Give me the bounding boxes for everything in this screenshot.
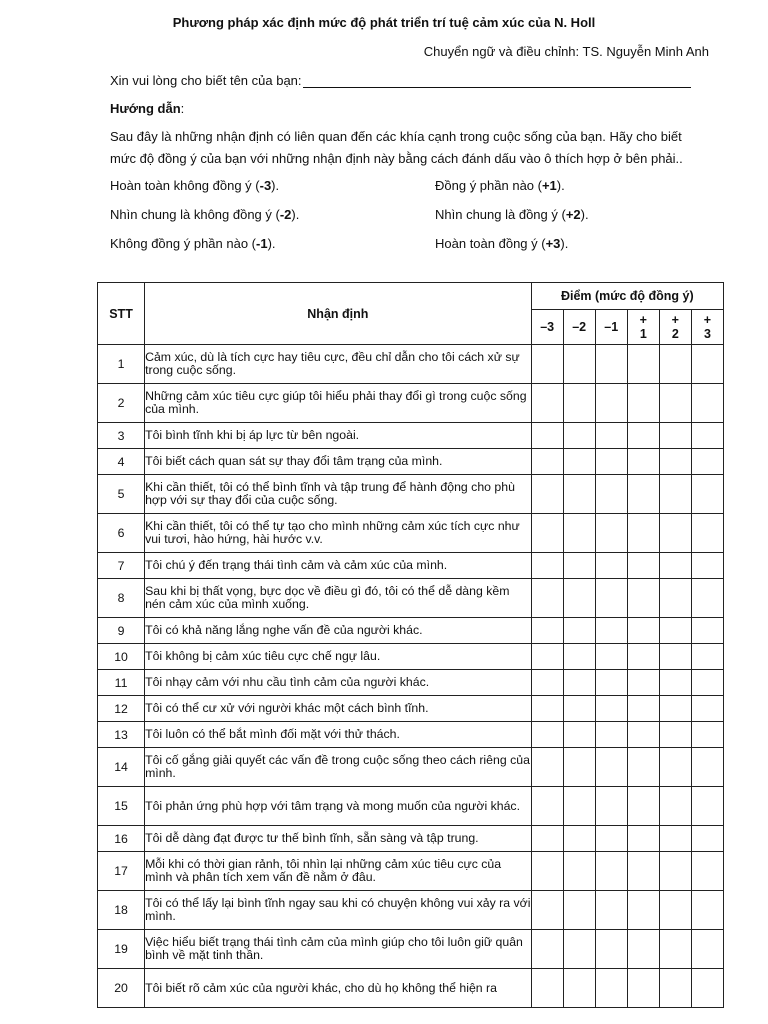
score-cell[interactable]	[627, 787, 659, 826]
score-cell[interactable]	[659, 644, 691, 670]
score-cell[interactable]	[563, 670, 595, 696]
score-cell[interactable]	[563, 553, 595, 579]
row-number: 5	[98, 475, 145, 514]
score-cell[interactable]	[627, 644, 659, 670]
score-cell[interactable]	[659, 384, 691, 423]
statement-text: Tôi có thể lấy lại bình tĩnh ngay sau khi có chuyện không vui xảy ra với mình.	[145, 891, 532, 930]
score-cell[interactable]	[659, 514, 691, 553]
score-cell[interactable]	[659, 891, 691, 930]
score-cell[interactable]	[627, 514, 659, 553]
scale-right-2	[435, 207, 589, 222]
score-cell[interactable]	[563, 891, 595, 930]
row-number: 1	[98, 345, 145, 384]
score-cell[interactable]	[659, 722, 691, 748]
score-cell[interactable]	[659, 579, 691, 618]
table-row	[98, 826, 724, 852]
scale-value: -3	[259, 178, 272, 193]
table-row	[98, 579, 724, 618]
score-cell[interactable]	[531, 449, 563, 475]
score-column-header	[659, 310, 691, 345]
score-cell[interactable]	[563, 748, 595, 787]
score-column-sign: +	[639, 313, 647, 327]
score-cell[interactable]	[659, 449, 691, 475]
score-cell[interactable]	[659, 852, 691, 891]
score-cell[interactable]	[691, 722, 723, 748]
score-cell[interactable]	[595, 618, 627, 644]
scale-label: Không đồng ý phần nào (	[110, 236, 257, 251]
score-cell[interactable]	[595, 969, 627, 1008]
score-cell[interactable]	[627, 670, 659, 696]
score-cell[interactable]	[595, 930, 627, 969]
score-cell[interactable]	[563, 969, 595, 1008]
scale-end: ).	[267, 236, 276, 251]
row-number: 4	[98, 449, 145, 475]
score-column-header	[691, 310, 723, 345]
score-cell[interactable]	[595, 787, 627, 826]
score-cell[interactable]	[627, 449, 659, 475]
scale-end: ).	[556, 178, 565, 193]
row-number: 8	[98, 579, 145, 618]
row-number: 11	[98, 670, 145, 696]
score-column-number: 1	[639, 327, 647, 341]
score-cell[interactable]	[595, 696, 627, 722]
scale-value: -2	[279, 207, 292, 222]
name-field-row	[110, 73, 691, 88]
score-cell[interactable]	[691, 345, 723, 384]
score-cell[interactable]	[691, 787, 723, 826]
score-cell[interactable]	[563, 644, 595, 670]
survey-table	[97, 282, 724, 1008]
score-cell[interactable]	[531, 787, 563, 826]
statement-text: Tôi bình tĩnh khi bị áp lực từ bên ngoài.	[145, 423, 532, 449]
score-cell[interactable]	[563, 618, 595, 644]
score-cell[interactable]	[691, 891, 723, 930]
score-cell[interactable]	[659, 826, 691, 852]
row-number: 14	[98, 748, 145, 787]
translator-credit: Chuyển ngữ và điều chỉnh: TS. Nguyễn Minh Anh	[423, 44, 709, 59]
row-number: 10	[98, 644, 145, 670]
scale-left-2	[110, 207, 299, 222]
score-cell[interactable]	[531, 852, 563, 891]
statement-header: Nhận định	[145, 283, 532, 345]
score-column-header	[595, 310, 627, 345]
score-cell[interactable]	[563, 384, 595, 423]
name-prompt: Xin vui lòng cho biết tên của bạn:	[110, 73, 302, 88]
statement-text: Tôi nhạy cảm với nhu cầu tình cảm của người khác.	[145, 670, 532, 696]
score-cell[interactable]	[563, 930, 595, 969]
score-cell[interactable]	[627, 475, 659, 514]
score-cell[interactable]	[691, 969, 723, 1008]
statement-text: Tôi chú ý đến trạng thái tình cảm và cảm xúc của mình.	[145, 553, 532, 579]
score-cell[interactable]	[563, 514, 595, 553]
table-row	[98, 553, 724, 579]
table-row	[98, 449, 724, 475]
row-number: 3	[98, 423, 145, 449]
score-cell[interactable]	[531, 891, 563, 930]
score-cell[interactable]	[595, 826, 627, 852]
score-column-header	[531, 310, 563, 345]
score-cell[interactable]	[627, 553, 659, 579]
score-cell[interactable]	[691, 826, 723, 852]
score-cell[interactable]	[659, 475, 691, 514]
score-cell[interactable]	[659, 969, 691, 1008]
score-cell[interactable]	[595, 722, 627, 748]
score-cell[interactable]	[627, 696, 659, 722]
score-cell[interactable]	[531, 475, 563, 514]
score-cell[interactable]	[531, 514, 563, 553]
score-cell[interactable]	[627, 748, 659, 787]
statement-text: Tôi có khả năng lắng nghe vấn đề của người khác.	[145, 618, 532, 644]
score-cell[interactable]	[531, 618, 563, 644]
statement-text: Sau khi bị thất vọng, bực dọc về điều gì đó, tôi có thể dễ dàng kềm nén cảm xúc của mình xuống.	[145, 579, 532, 618]
score-cell[interactable]	[531, 644, 563, 670]
score-cell[interactable]	[691, 423, 723, 449]
score-cell[interactable]	[531, 722, 563, 748]
score-cell[interactable]	[595, 449, 627, 475]
scale-end: ).	[580, 207, 589, 222]
scale-label: Nhìn chung là không đồng ý (	[110, 207, 280, 222]
scale-value: +1	[541, 178, 557, 193]
score-cell[interactable]	[691, 644, 723, 670]
score-cell[interactable]	[531, 969, 563, 1008]
score-column-sign: +	[703, 313, 712, 327]
row-number: 17	[98, 852, 145, 891]
score-cell[interactable]	[531, 423, 563, 449]
score-cell[interactable]	[691, 930, 723, 969]
table-row	[98, 475, 724, 514]
score-cell[interactable]	[531, 579, 563, 618]
scale-end: ).	[271, 178, 280, 193]
score-cell[interactable]	[627, 969, 659, 1008]
score-cell[interactable]	[563, 579, 595, 618]
row-number: 18	[98, 891, 145, 930]
score-cell[interactable]	[531, 345, 563, 384]
row-number: 15	[98, 787, 145, 826]
scale-label: Hoàn toàn không đồng ý (	[110, 178, 260, 193]
row-number: 20	[98, 969, 145, 1008]
score-column-header	[563, 310, 595, 345]
score-cell[interactable]	[691, 852, 723, 891]
table-row	[98, 852, 724, 891]
table-row	[98, 514, 724, 553]
scale-right-3	[435, 236, 568, 251]
score-cell[interactable]	[531, 384, 563, 423]
row-number: 2	[98, 384, 145, 423]
table-row	[98, 423, 724, 449]
score-cell[interactable]	[595, 748, 627, 787]
scale-right-1	[435, 178, 565, 193]
statement-text: Tôi luôn có thể bắt mình đối mặt với thử thách.	[145, 722, 532, 748]
score-cell[interactable]	[531, 696, 563, 722]
score-cell[interactable]	[595, 514, 627, 553]
score-cell[interactable]	[595, 644, 627, 670]
table-row	[98, 748, 724, 787]
table-row	[98, 670, 724, 696]
score-cell[interactable]	[563, 826, 595, 852]
score-cell[interactable]	[531, 670, 563, 696]
statement-text: Khi cần thiết, tôi có thể bình tĩnh và tập trung để hành động cho phù hợp với sự thay đổi của cuộc sống.	[145, 475, 532, 514]
score-cell[interactable]	[627, 852, 659, 891]
score-cell[interactable]	[595, 475, 627, 514]
scale-value: +3	[545, 236, 561, 251]
name-blank-line[interactable]	[303, 75, 691, 88]
score-column-header	[627, 310, 659, 345]
document-title: Phương pháp xác định mức độ phát triển trí tuệ cảm xúc của N. Holl	[172, 15, 596, 30]
scale-label: Nhìn chung là đồng ý (	[435, 207, 566, 222]
statement-text: Cảm xúc, dù là tích cực hay tiêu cực, đều chỉ dẫn cho tôi cách xử sự trong cuộc sống.	[145, 345, 532, 384]
statement-text: Tôi cố gắng giải quyết các vấn đề trong cuộc sống theo cách riêng của mình.	[145, 748, 532, 787]
score-cell[interactable]	[691, 670, 723, 696]
score-header: Điểm (mức độ đồng ý)	[531, 283, 723, 310]
row-number: 12	[98, 696, 145, 722]
score-cell[interactable]	[563, 449, 595, 475]
guide-text: Sau đây là những nhận định có liên quan đến các khía cạnh trong cuộc sống của bạn. Hãy cho biết mức độ đồng ý của bạn với những nhận định này bằng cách đánh dấu vào ô thích hợp ở bên phải..	[110, 129, 683, 166]
score-cell[interactable]	[595, 852, 627, 891]
score-cell[interactable]	[691, 696, 723, 722]
score-column-number: 2	[671, 327, 679, 341]
row-number: 13	[98, 722, 145, 748]
scale-left-1	[110, 178, 279, 193]
row-number: 19	[98, 930, 145, 969]
score-cell[interactable]	[659, 787, 691, 826]
scale-end: ).	[291, 207, 300, 222]
table-row	[98, 644, 724, 670]
score-cell[interactable]	[627, 930, 659, 969]
statement-text: Tôi có thể cư xử với người khác một cách bình tĩnh.	[145, 696, 532, 722]
score-cell[interactable]	[595, 423, 627, 449]
table-row	[98, 384, 724, 423]
score-cell[interactable]	[531, 553, 563, 579]
guide-label: Hướng dẫn	[110, 101, 181, 116]
score-cell[interactable]	[627, 722, 659, 748]
score-cell[interactable]	[627, 891, 659, 930]
score-cell[interactable]	[531, 930, 563, 969]
score-cell[interactable]	[691, 384, 723, 423]
table-row	[98, 787, 724, 826]
scale-label: Hoàn toàn đồng ý (	[435, 236, 546, 251]
score-cell[interactable]	[691, 579, 723, 618]
statement-text: Tôi phản ứng phù hợp với tâm trạng và mong muốn của người khác.	[145, 787, 532, 826]
score-cell[interactable]	[563, 475, 595, 514]
statement-text: Những cảm xúc tiêu cực giúp tôi hiểu phải thay đổi gì trong cuộc sống của mình.	[145, 384, 532, 423]
table-row	[98, 969, 724, 1008]
score-cell[interactable]	[563, 722, 595, 748]
statement-text: Tôi dễ dàng đạt được tư thế bình tĩnh, sẵn sàng và tập trung.	[145, 826, 532, 852]
score-column-sign: –2	[572, 320, 587, 334]
score-cell[interactable]	[659, 670, 691, 696]
score-cell[interactable]	[627, 826, 659, 852]
row-number: 6	[98, 514, 145, 553]
score-column-sign: –1	[604, 320, 619, 334]
row-number: 16	[98, 826, 145, 852]
statement-text: Tôi biết cách quan sát sự thay đổi tâm trạng của mình.	[145, 449, 532, 475]
score-cell[interactable]	[595, 553, 627, 579]
score-cell[interactable]	[531, 826, 563, 852]
statement-text: Mỗi khi có thời gian rảnh, tôi nhìn lại những cảm xúc tiêu cực của mình và phân tích xem vấn đề nằm ở đâu.	[145, 852, 532, 891]
score-cell[interactable]	[595, 891, 627, 930]
score-cell[interactable]	[659, 696, 691, 722]
score-cell[interactable]	[659, 930, 691, 969]
score-cell[interactable]	[659, 748, 691, 787]
scale-value: -1	[256, 236, 268, 251]
score-cell[interactable]	[595, 670, 627, 696]
score-cell[interactable]	[659, 423, 691, 449]
score-cell[interactable]	[627, 579, 659, 618]
score-cell[interactable]	[627, 618, 659, 644]
statement-text: Khi cần thiết, tôi có thể tự tạo cho mình những cảm xúc tích cực như vui tươi, hào hứng, hài hước v.v.	[145, 514, 532, 553]
score-column-sign: +	[671, 313, 679, 327]
score-cell[interactable]	[691, 748, 723, 787]
score-cell[interactable]	[627, 345, 659, 384]
scale-label: Đồng ý phần nào (	[435, 178, 542, 193]
score-cell[interactable]	[563, 345, 595, 384]
scale-left-3	[110, 236, 276, 251]
score-column-number: 3	[703, 327, 711, 341]
guide-heading	[110, 101, 184, 116]
table-row	[98, 345, 724, 384]
statement-text: Việc hiểu biết trạng thái tình cảm của mình giúp cho tôi luôn giữ quân bình về mặt tinh thần.	[145, 930, 532, 969]
guide-colon: :	[180, 101, 185, 116]
score-cell[interactable]	[595, 345, 627, 384]
score-cell[interactable]	[691, 514, 723, 553]
scale-value: +2	[565, 207, 581, 222]
score-cell[interactable]	[691, 618, 723, 644]
score-cell[interactable]	[659, 553, 691, 579]
score-cell[interactable]	[563, 787, 595, 826]
score-cell[interactable]	[531, 748, 563, 787]
score-cell[interactable]	[563, 696, 595, 722]
score-cell[interactable]	[595, 579, 627, 618]
row-number: 9	[98, 618, 145, 644]
score-cell[interactable]	[659, 618, 691, 644]
score-cell[interactable]	[691, 553, 723, 579]
table-row	[98, 618, 724, 644]
score-cell[interactable]	[563, 423, 595, 449]
score-cell[interactable]	[659, 345, 691, 384]
table-row	[98, 722, 724, 748]
table-row	[98, 930, 724, 969]
statement-text: Tôi biết rõ cảm xúc của người khác, cho dù họ không thể hiện ra	[145, 969, 532, 1008]
score-cell[interactable]	[595, 384, 627, 423]
table-row	[98, 696, 724, 722]
table-row	[98, 891, 724, 930]
score-cell[interactable]	[627, 384, 659, 423]
scale-end: ).	[560, 236, 569, 251]
score-column-sign: –3	[540, 320, 555, 334]
score-cell[interactable]	[691, 475, 723, 514]
score-cell[interactable]	[563, 852, 595, 891]
stt-header: STT	[98, 283, 145, 345]
row-number: 7	[98, 553, 145, 579]
score-cell[interactable]	[627, 423, 659, 449]
score-cell[interactable]	[691, 449, 723, 475]
statement-text: Tôi không bị cảm xúc tiêu cực chế ngự lâu.	[145, 644, 532, 670]
